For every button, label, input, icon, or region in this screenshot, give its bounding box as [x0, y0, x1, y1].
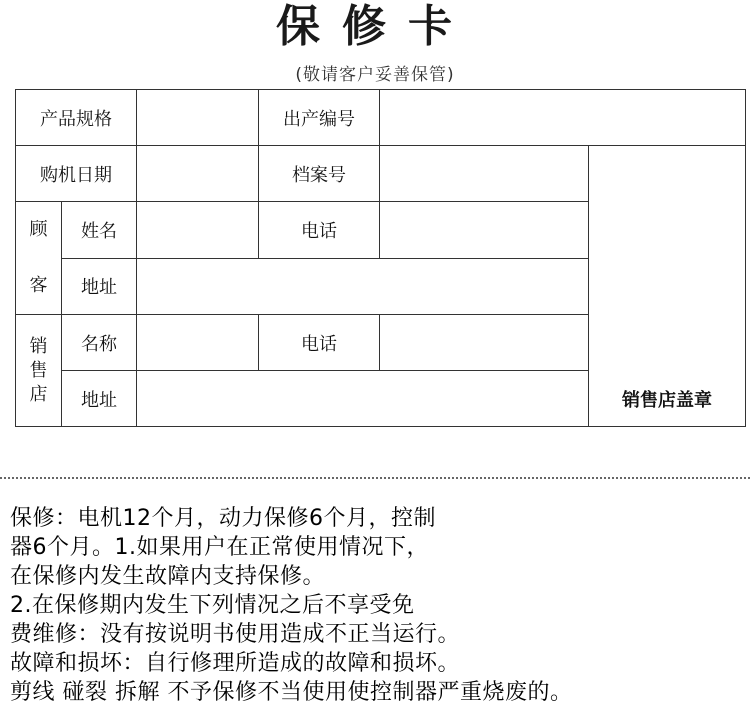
warranty-terms: [10, 504, 750, 707]
store-stamp-label: 销售店盖章: [622, 390, 712, 411]
customer-name-field[interactable]: [137, 202, 259, 259]
serial-number-label: 出产编号: [259, 90, 380, 146]
store-group-label: [16, 315, 62, 427]
row-purchase: [16, 146, 746, 202]
customer-address-label: 地址: [62, 258, 137, 315]
file-number-label: 档案号: [259, 146, 380, 202]
customer-group-char: 客: [29, 275, 48, 296]
terms-line: 剪线 碰裂 拆解 不予保修不当使用使控制器严重烧废的。: [10, 680, 573, 705]
warranty-form-table: [15, 89, 746, 427]
store-name-field[interactable]: [137, 315, 259, 371]
store-phone-label: 电话: [259, 315, 380, 371]
product-spec-label: 产品规格: [16, 90, 137, 146]
terms-line: 器6个月。1.如果用户在正常使用情况下，: [10, 535, 429, 560]
card-title: 保修卡: [276, 1, 474, 52]
terms-line: 2.在保修期内发生下列情况之后不享受免: [10, 593, 415, 618]
card-subtitle: (敬请客户妥善保管): [295, 65, 455, 85]
customer-address-field[interactable]: [137, 258, 589, 315]
customer-group-label: [16, 202, 62, 315]
cut-line-divider: [0, 477, 750, 479]
serial-number-field[interactable]: [380, 90, 746, 146]
file-number-field[interactable]: [380, 146, 589, 202]
customer-group-char: 顾: [29, 219, 48, 240]
row-product: [16, 90, 746, 146]
store-stamp-box: [589, 146, 746, 427]
purchase-date-label: 购机日期: [16, 146, 137, 202]
customer-name-label: 姓名: [62, 202, 137, 259]
terms-line: 故障和损坏：自行修理所造成的故障和损坏。: [10, 651, 461, 676]
product-spec-field[interactable]: [137, 90, 259, 146]
terms-line: 保修：电机12个月，动力保修6个月，控制: [10, 506, 436, 531]
customer-phone-label: 电话: [259, 202, 380, 259]
customer-phone-field[interactable]: [380, 202, 589, 259]
store-address-field[interactable]: [137, 371, 589, 427]
store-group-char: 售: [29, 359, 48, 381]
store-phone-field[interactable]: [380, 315, 589, 371]
store-group-char: 销: [29, 335, 48, 357]
terms-line: 费维修：没有按说明书使用造成不正当运行。: [10, 622, 461, 647]
store-address-label: 地址: [62, 371, 137, 427]
purchase-date-field[interactable]: [137, 146, 259, 202]
store-group-char: 店: [29, 383, 48, 405]
terms-line: 在保修内发生故障内支持保修。: [10, 564, 326, 589]
store-name-label: 名称: [62, 315, 137, 371]
